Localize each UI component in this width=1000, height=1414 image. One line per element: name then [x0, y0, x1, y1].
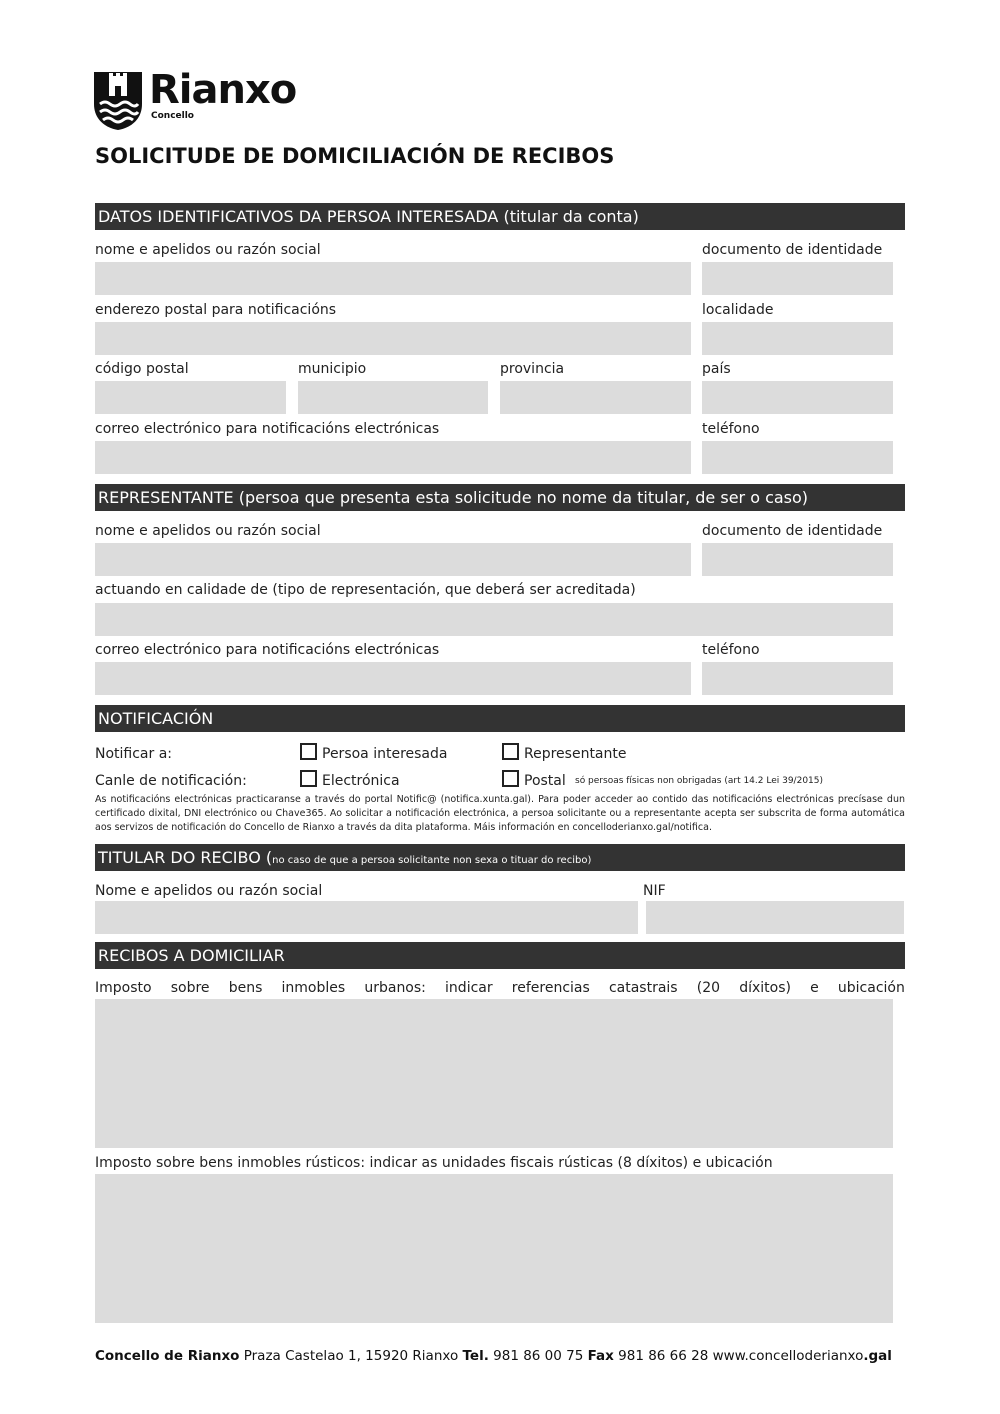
page-title: SOLICITUDE DE DOMICILIACIÓN DE RECIBOS: [95, 144, 615, 168]
address-field[interactable]: [95, 322, 691, 355]
urban-word: e: [810, 980, 819, 996]
footer-tel: 981 86 00 75: [488, 1348, 588, 1364]
checkbox-electronic[interactable]: [300, 770, 317, 787]
rep-email-field[interactable]: [95, 662, 691, 695]
footer-fax-web: 981 86 66 28 www.concelloderianxo: [613, 1348, 864, 1364]
label-address: enderezo postal para notificacións: [95, 302, 337, 318]
label-channel: Canle de notificación:: [95, 773, 247, 789]
footer-org: Concello de Rianxo: [95, 1348, 240, 1364]
label-notify-to: Notificar a:: [95, 746, 173, 762]
label-municipality: municipio: [298, 361, 367, 377]
label-locality: localidade: [702, 302, 774, 318]
urban-word: (20: [696, 980, 721, 996]
section-heading-representative: REPRESENTANTE (persoa que presenta esta solicitude no nome da titular, de ser o caso): [95, 484, 905, 511]
footer-fax-label: Fax: [587, 1348, 614, 1364]
footer: [95, 1348, 892, 1364]
urban-word: ubicación: [837, 980, 905, 996]
urban-word: bens: [228, 980, 263, 996]
option-interested-person: Persoa interesada: [322, 746, 448, 762]
holder-name-field[interactable]: [95, 901, 638, 934]
urban-property-label: [95, 979, 905, 997]
rustic-property-label: Imposto sobre bens inmobles rústicos: indicar as unidades fiscais rústicas (8 díxitos) e ubicación: [95, 1155, 773, 1171]
footer-tel-label: Tel.: [462, 1348, 489, 1364]
label-phone: teléfono: [702, 421, 760, 437]
label-rep-capacity: actuando en calidade de (tipo de representación, que deberá ser acreditada): [95, 582, 636, 598]
postal-note: só persoas físicas non obrigadas (art 14.2 Lei 39/2015): [575, 776, 824, 786]
section-heading-receipt-holder: [95, 844, 905, 871]
option-representative: Representante: [524, 746, 627, 762]
urban-word: Imposto: [95, 980, 152, 996]
label-country: país: [702, 361, 731, 377]
label-province: provincia: [500, 361, 565, 377]
label-id-document: documento de identidade: [702, 242, 883, 258]
rustic-property-field[interactable]: [95, 1174, 893, 1323]
label-nif: NIF: [643, 883, 666, 899]
phone-field[interactable]: [702, 441, 893, 474]
receipt-holder-heading: TITULAR DO RECIBO (: [98, 848, 273, 867]
label-email: correo electrónico para notificacións electrónicas: [95, 421, 440, 437]
section-heading-interested: DATOS IDENTIFICATIVOS DA PERSOA INTERESADA (titular da conta): [95, 203, 905, 230]
label-rep-name: nome e apelidos ou razón social: [95, 523, 321, 539]
urban-word: catastrais: [608, 980, 678, 996]
checkbox-postal[interactable]: [502, 770, 519, 787]
logo-wordmark: Rianxo: [149, 67, 297, 113]
rep-capacity-field[interactable]: [95, 603, 893, 636]
logo-subtitle: Concello: [151, 111, 194, 121]
option-postal: Postal: [524, 773, 566, 789]
email-field[interactable]: [95, 441, 691, 474]
label-rep-phone: teléfono: [702, 642, 760, 658]
urban-word: referencias: [511, 980, 590, 996]
footer-domain: .gal: [863, 1348, 892, 1364]
label-rep-email: correo electrónico para notificacións electrónicas: [95, 642, 440, 658]
province-field[interactable]: [500, 381, 691, 414]
notification-info-text: As notificacións electrónicas practicaranse a través do portal Notific@ (notifica.xunta.gal). Para poder acceder ao contido das notificacións electrónicas precísase dun certificado dixital, DNI electrónico ou Chave365. Ao solicitar a notificación electrónica, a persoa solicitante ou a representante acepta ser subscrita de forma automática aos servizos de notificación do Concello de Rianxo a través da dita plataforma. Máis información en concelloderianxo.gal/notifica.: [95, 794, 905, 833]
nif-field[interactable]: [646, 901, 904, 934]
option-electronic: Electrónica: [322, 773, 400, 789]
locality-field[interactable]: [702, 322, 893, 355]
section-heading-notification: NOTIFICACIÓN: [95, 705, 905, 732]
footer-address: Praza Castelao 1, 15920 Rianxo: [239, 1348, 463, 1364]
label-postal-code: código postal: [95, 361, 189, 377]
section-heading-receipts: RECIBOS A DOMICILIAR: [95, 942, 905, 969]
urban-property-field[interactable]: [95, 999, 893, 1148]
checkbox-representative[interactable]: [502, 743, 519, 760]
rep-name-field[interactable]: [95, 543, 691, 576]
label-name: nome e apelidos ou razón social: [95, 242, 321, 258]
urban-word: sobre: [170, 980, 210, 996]
label-rep-id-document: documento de identidade: [702, 523, 883, 539]
name-field[interactable]: [95, 262, 691, 295]
rep-phone-field[interactable]: [702, 662, 893, 695]
country-field[interactable]: [702, 381, 893, 414]
receipt-holder-heading-note: no caso de que a persoa solicitante non sexa o tituar do recibo): [272, 855, 592, 866]
municipality-field[interactable]: [298, 381, 488, 414]
checkbox-interested-person[interactable]: [300, 743, 317, 760]
label-holder-name: Nome e apelidos ou razón social: [95, 883, 323, 899]
id-document-field[interactable]: [702, 262, 893, 295]
urban-word: díxitos): [739, 980, 791, 996]
rep-id-document-field[interactable]: [702, 543, 893, 576]
postal-code-field[interactable]: [95, 381, 286, 414]
urban-word: inmobles: [281, 980, 346, 996]
urban-word: indicar: [445, 980, 493, 996]
urban-word: urbanos:: [364, 980, 426, 996]
